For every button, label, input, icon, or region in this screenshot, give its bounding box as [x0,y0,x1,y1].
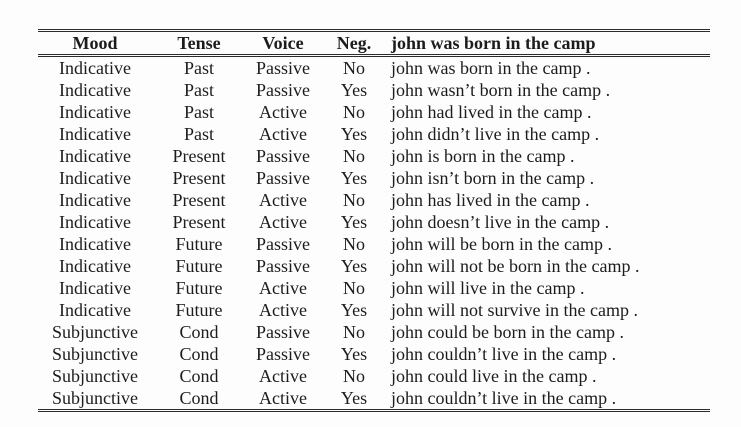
cell-neg: No [343,146,365,166]
table-row [38,387,710,411]
cell-neg: No [343,234,365,254]
cell-voice: Active [259,190,307,210]
column-header-mood: Mood [72,33,118,53]
cell-voice: Passive [256,146,310,166]
cell-sentence: john has lived in the camp . [391,190,590,210]
cell-tense: Present [172,190,226,210]
cell-voice: Passive [256,234,310,254]
cell-voice: Passive [256,58,310,78]
table-row [38,189,710,211]
cell-mood: Indicative [59,234,131,254]
cell-mood: Subjunctive [52,322,138,342]
cell-neg: No [343,102,365,122]
cell-neg: Yes [340,212,368,232]
cell-neg: No [343,366,365,386]
cell-tense: Past [183,102,214,122]
cell-sentence: john will be born in the camp . [391,234,612,254]
cell-neg: Yes [340,344,368,364]
cell-voice: Active [259,278,307,298]
cell-neg: Yes [340,80,368,100]
cell-neg: Yes [340,300,368,320]
table-row [38,167,710,189]
cell-tense: Future [175,300,223,320]
cell-sentence: john had lived in the camp . [391,102,592,122]
cell-tense: Cond [179,366,219,386]
cell-voice: Active [259,102,307,122]
cell-voice: Passive [256,80,310,100]
cell-mood: Indicative [59,190,131,210]
cell-sentence: john doesn’t live in the camp . [391,212,610,232]
cell-tense: Present [172,168,226,188]
cell-mood: Indicative [59,102,131,122]
table-row [38,277,710,299]
table-body [38,56,710,411]
cell-mood: Subjunctive [52,388,138,408]
table-row [38,233,710,255]
cell-sentence: john could live in the camp . [391,366,597,386]
cell-tense: Cond [179,344,219,364]
cell-voice: Active [259,366,307,386]
cell-mood: Indicative [59,58,131,78]
cell-mood: Indicative [59,212,131,232]
table-row [38,211,710,233]
cell-voice: Passive [256,168,310,188]
table-row [38,299,710,321]
table-header [38,31,710,56]
cell-neg: No [343,322,365,342]
cell-mood: Indicative [59,146,131,166]
cell-voice: Active [259,212,307,232]
table-row [38,101,710,123]
cell-sentence: john could be born in the camp . [391,322,624,342]
cell-neg: Yes [340,168,368,188]
cell-sentence: john was born in the camp . [391,58,591,78]
table-row [38,255,710,277]
cell-mood: Indicative [59,278,131,298]
mood-tense-voice-table [38,29,710,412]
cell-tense: Present [172,146,226,166]
cell-mood: Indicative [59,300,131,320]
cell-neg: Yes [340,256,368,276]
cell-tense: Past [183,124,214,144]
cell-sentence: john couldn’t live in the camp . [391,344,617,364]
cell-mood: Indicative [59,80,131,100]
cell-sentence: john is born in the camp . [391,146,575,166]
cell-neg: No [343,278,365,298]
cell-neg: Yes [340,388,368,408]
table-row [38,343,710,365]
cell-tense: Future [175,256,223,276]
column-header-sentence: john was born in the camp [391,33,596,53]
cell-voice: Active [259,300,307,320]
cell-sentence: john wasn’t born in the camp . [391,80,611,100]
table-row [38,365,710,387]
cell-tense: Past [183,58,214,78]
cell-mood: Subjunctive [52,366,138,386]
cell-mood: Indicative [59,256,131,276]
cell-sentence: john will not be born in the camp . [391,256,640,276]
cell-voice: Active [259,388,307,408]
table-row [38,123,710,145]
cell-sentence: john didn’t live in the camp . [391,124,600,144]
cell-sentence: john couldn’t live in the camp . [391,388,617,408]
column-header-neg: Neg. [336,33,372,53]
cell-mood: Indicative [59,168,131,188]
table-row [38,56,710,80]
cell-sentence: john will not survive in the camp . [391,300,638,320]
cell-neg: No [343,190,365,210]
cell-tense: Cond [179,322,219,342]
cell-tense: Cond [179,388,219,408]
cell-voice: Passive [256,344,310,364]
cell-voice: Passive [256,322,310,342]
cell-tense: Future [175,278,223,298]
cell-sentence: john isn’t born in the camp . [391,168,595,188]
cell-voice: Passive [256,256,310,276]
cell-voice: Active [259,124,307,144]
column-header-tense: Tense [177,33,221,53]
cell-tense: Present [172,212,226,232]
cell-mood: Subjunctive [52,344,138,364]
cell-neg: Yes [340,124,368,144]
cell-neg: No [343,58,365,78]
table-row [38,79,710,101]
column-header-voice: Voice [262,33,304,53]
cell-sentence: john will live in the camp . [391,278,585,298]
cell-tense: Past [183,80,214,100]
table-row [38,321,710,343]
cell-mood: Indicative [59,124,131,144]
table-row [38,145,710,167]
header-row [38,31,710,56]
cell-tense: Future [175,234,223,254]
